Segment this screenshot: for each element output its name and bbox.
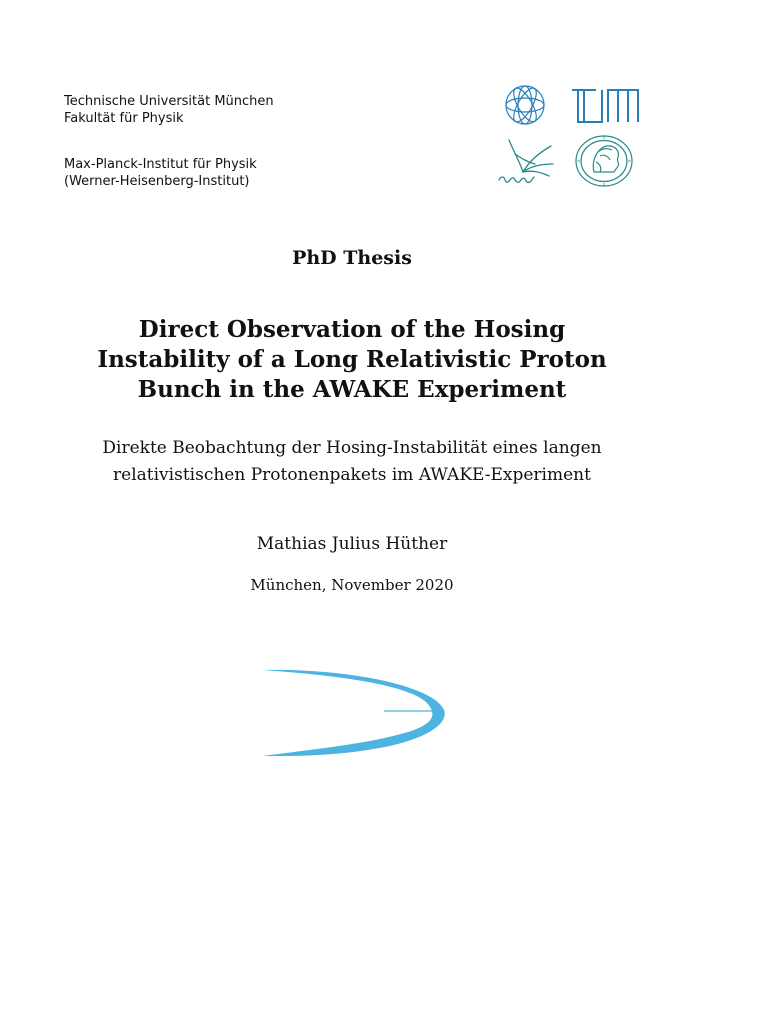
thesis-title (0, 315, 704, 405)
author-name: Mathias Julius Hüther (256, 534, 448, 554)
affiliation-mpi (64, 156, 257, 190)
awake-logo (258, 664, 450, 760)
heisenberg-signature-logo (495, 134, 557, 186)
affiliation-mpi-line1: Max-Planck-Institut für Physik (64, 157, 257, 172)
affiliation-tum (64, 93, 274, 127)
title-line2: Instability of a Long Relativistic Proton (97, 346, 607, 373)
affiliation-tum-line2: Fakultät für Physik (64, 111, 184, 126)
affiliation-mpi-line2: (Werner-Heisenberg-Institut) (64, 174, 250, 189)
subtitle-line2: relativistischen Protonenpakets im AWAKE-Experiment (113, 465, 591, 485)
affiliation-tum-line1: Technische Universität München (64, 94, 274, 109)
thesis-type: PhD Thesis (292, 247, 412, 269)
subtitle-line1: Direkte Beobachtung der Hosing-Instabilität eines langen (102, 438, 602, 458)
thesis-subtitle (0, 435, 704, 489)
title-line3: Bunch in the AWAKE Experiment (137, 376, 567, 403)
tum-logo (570, 87, 642, 125)
globe-logo-icon (503, 83, 547, 127)
title-line1: Direct Observation of the Hosing (138, 316, 566, 343)
minerva-seal-logo (574, 134, 634, 188)
place-date: München, November 2020 (250, 576, 454, 594)
